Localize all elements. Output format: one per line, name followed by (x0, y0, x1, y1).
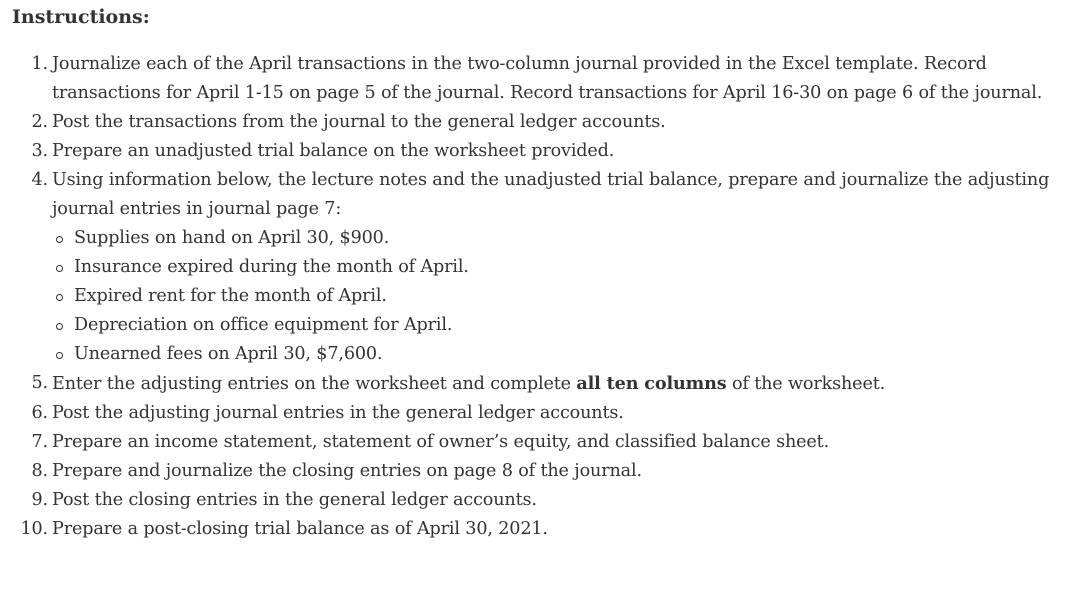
circle-bullet-icon (56, 323, 63, 330)
sublist-item (52, 253, 1060, 282)
step-number: 2. (31, 112, 48, 132)
step-number: 6. (31, 403, 48, 423)
sublist-item (52, 311, 1060, 340)
step-number: 9. (31, 490, 48, 510)
sublist-item (52, 282, 1060, 311)
circle-bullet-icon (56, 352, 63, 359)
step-number: 5. (31, 373, 48, 393)
sublist-item-text: Expired rent for the month of April. (74, 286, 387, 306)
step-text: Post the closing entries in the general ledger accounts. (52, 490, 537, 510)
list-item-step-9 (0, 486, 1060, 515)
step-number: 3. (31, 141, 48, 161)
list-item-step-7 (0, 428, 1060, 457)
sublist-item-text: Supplies on hand on April 30, $900. (74, 228, 390, 248)
step-number: 7. (31, 432, 48, 452)
sublist-item-text: Insurance expired during the month of April. (74, 257, 469, 277)
circle-bullet-icon (56, 236, 63, 243)
step-text-before: Enter the adjusting entries on the worksheet and complete (52, 374, 577, 394)
list-item-step-3 (0, 137, 1060, 166)
step-text: Prepare an income statement, statement of owner’s equity, and classified balance sheet. (52, 432, 830, 452)
list-item-step-2 (0, 108, 1060, 137)
step-number: 1. (31, 54, 48, 74)
step-text: Post the adjusting journal entries in the general ledger accounts. (52, 403, 624, 423)
step-number: 4. (31, 170, 48, 190)
step-text-bold: all ten columns (576, 373, 727, 394)
sublist-item (52, 224, 1060, 253)
list-item-step-5 (0, 369, 1060, 399)
circle-bullet-icon (56, 294, 63, 301)
list-item-step-10 (0, 515, 1060, 544)
sublist-item-text: Depreciation on office equipment for April. (74, 315, 453, 335)
step-text: Prepare an unadjusted trial balance on the worksheet provided. (52, 141, 615, 161)
step-number: 10. (20, 519, 48, 539)
step-text: Prepare a post-closing trial balance as of April 30, 2021. (52, 519, 548, 539)
adjustments-sublist (52, 224, 1060, 369)
instructions-list (0, 50, 1060, 544)
sublist-item (52, 340, 1060, 369)
list-item-step-4 (0, 166, 1060, 369)
list-item-step-1 (0, 50, 1060, 108)
list-item-step-8 (0, 457, 1060, 486)
sublist-item-text: Unearned fees on April 30, $7,600. (74, 344, 383, 364)
step-text: Using information below, the lecture notes and the unadjusted trial balance, prepare and journalize the adjusting journal entries in journal page 7: (52, 170, 1050, 219)
step-number: 8. (31, 461, 48, 481)
step-text-after: of the worksheet. (726, 374, 886, 394)
list-item-step-6 (0, 399, 1060, 428)
instructions-heading: Instructions: (12, 6, 150, 28)
circle-bullet-icon (56, 265, 63, 272)
step-text: Post the transactions from the journal to the general ledger accounts. (52, 112, 666, 132)
step-text: Journalize each of the April transactions in the two-column journal provided in the Excel template. Record transactions for April 1-15 on page 5 of the journal. Record transactions for April 16-30 on page 6 of the journal. (52, 54, 1043, 103)
step-text: Prepare and journalize the closing entries on page 8 of the journal. (52, 461, 642, 481)
